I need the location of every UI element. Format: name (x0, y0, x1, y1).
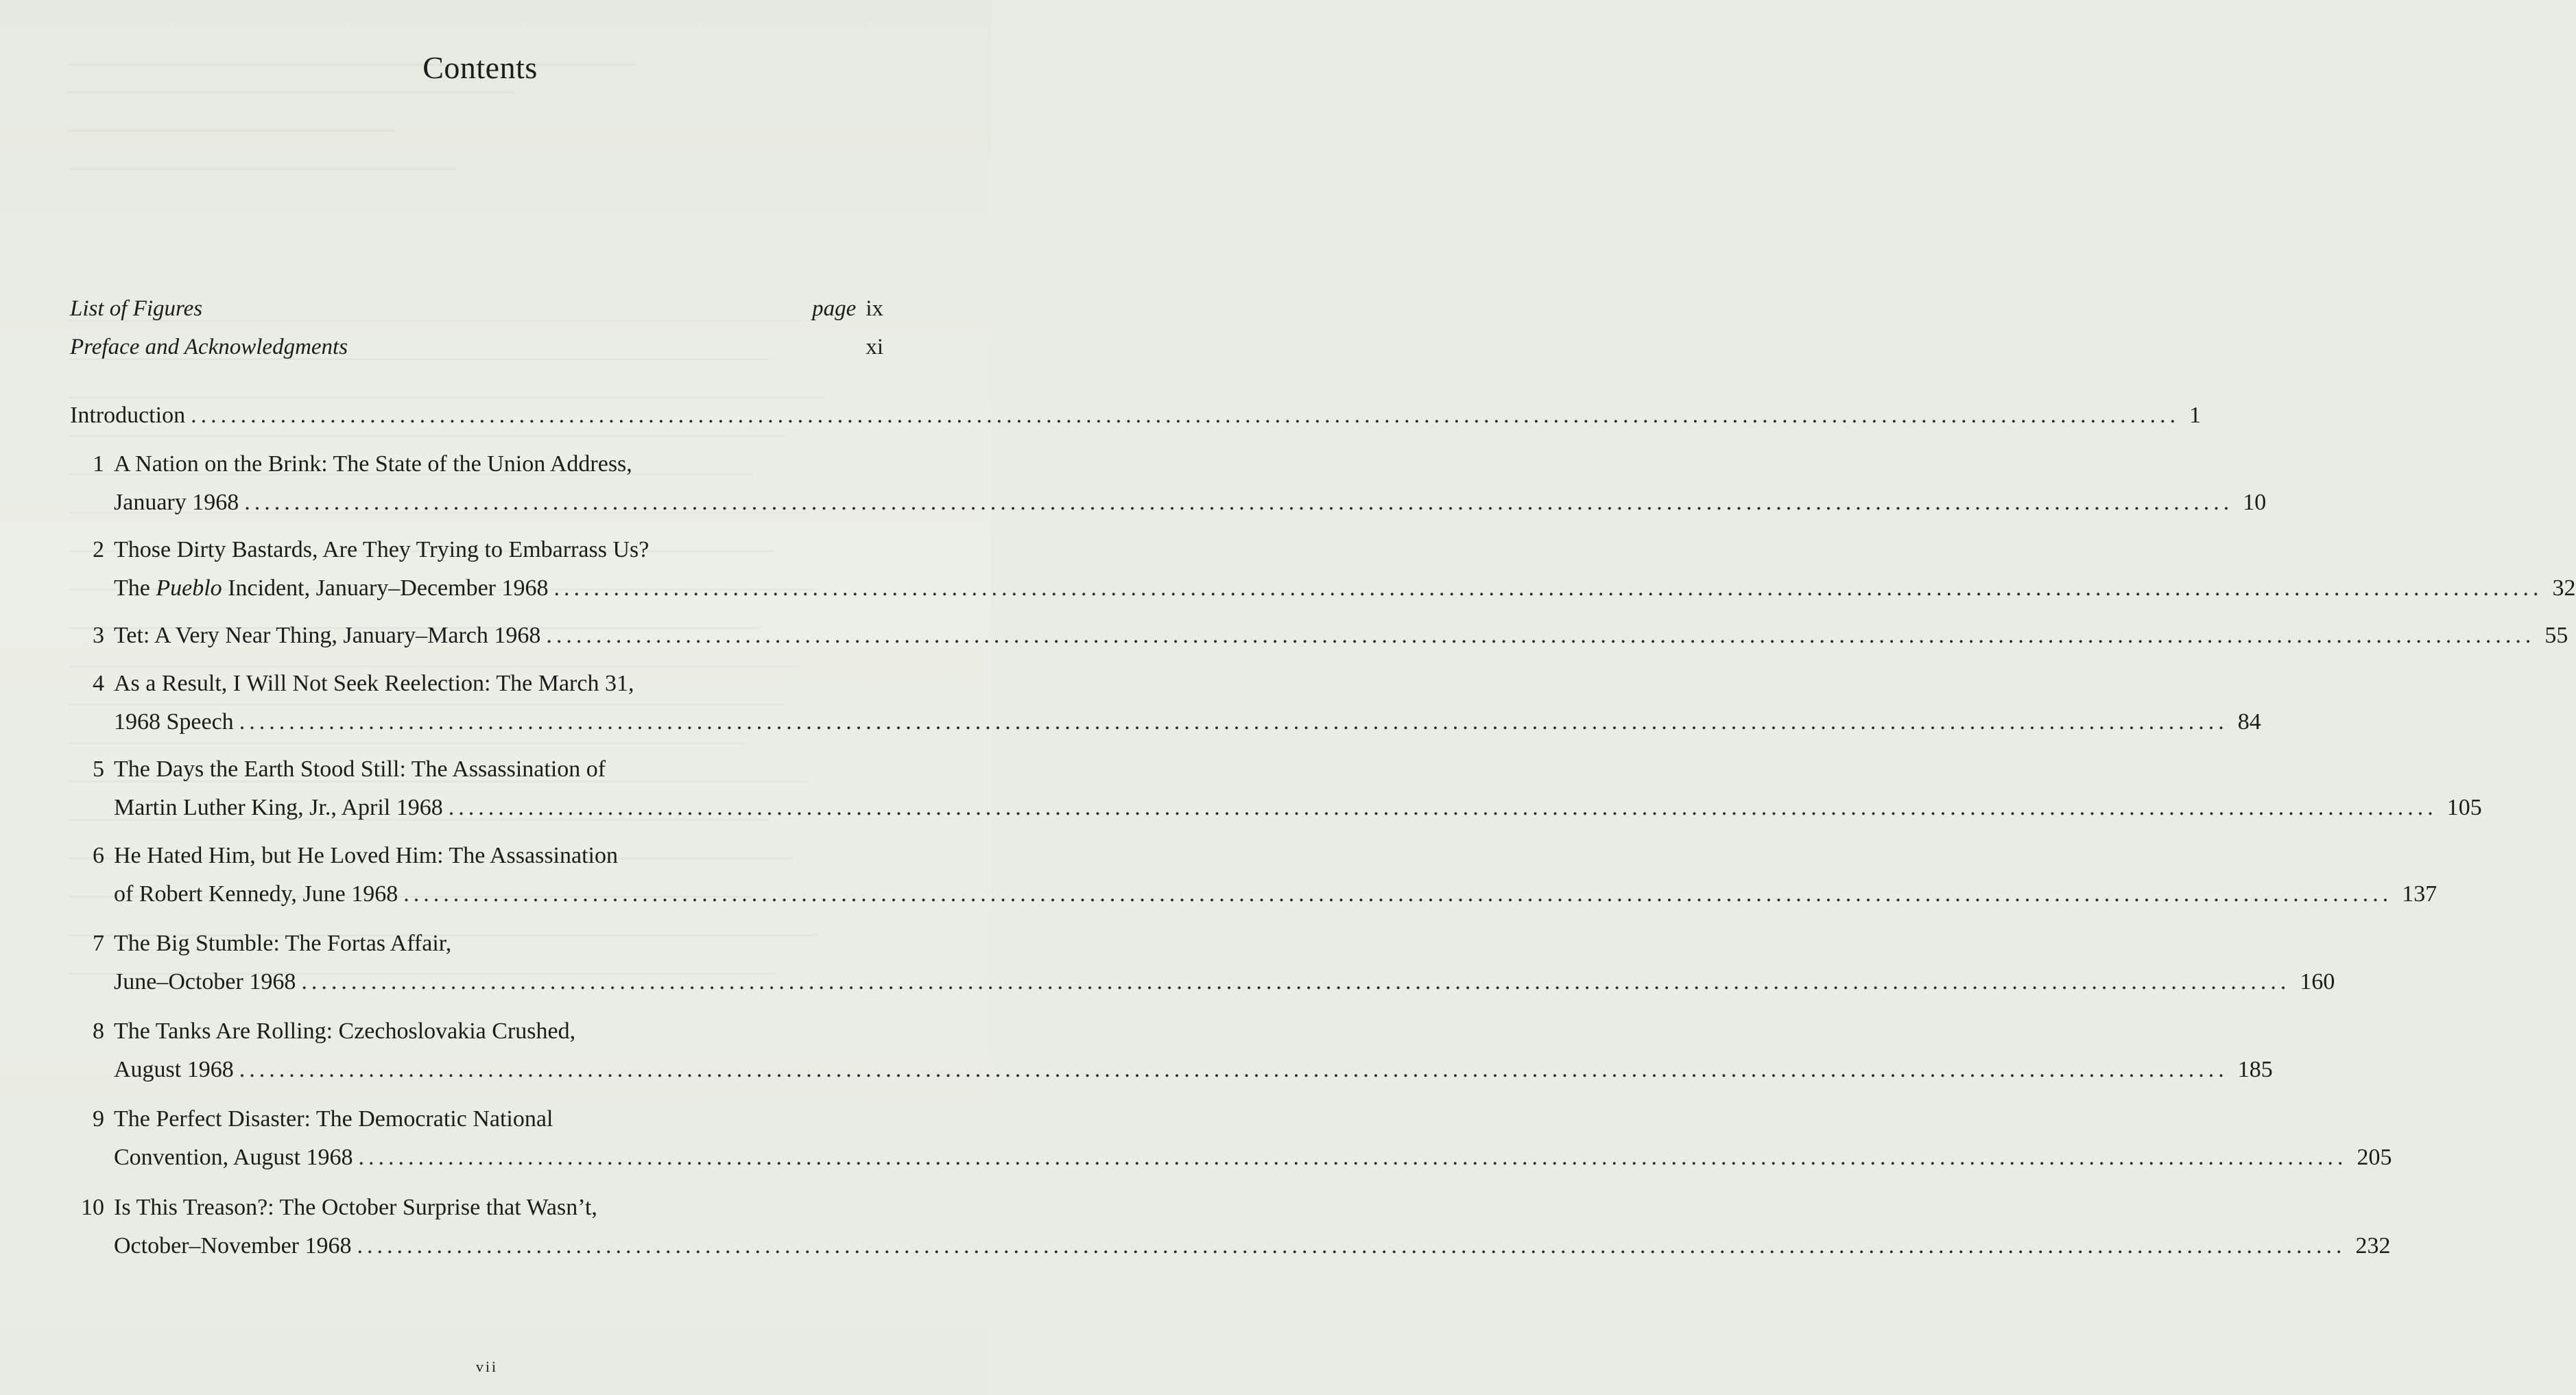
toc-entry-page (812, 296, 883, 322)
chapter-number: 7 (93, 931, 104, 956)
chapter-number: 2 (93, 537, 104, 562)
chapter-title-line-1: He Hated Him, but He Loved Him: The Assassination (114, 843, 618, 868)
chapter-title-line-2: Convention, August 1968 (114, 1145, 353, 1170)
page-number: 185 (2237, 1057, 2273, 1082)
leader-dots: ........................................................................................................................................................................................................ (546, 623, 2536, 648)
toc-entry-chapter-8[interactable] (69, 1018, 2273, 1095)
chapter-title-line-2: 1968 Speech (114, 709, 234, 735)
page-number: 10 (2243, 490, 2267, 515)
chapter-number: 4 (93, 671, 104, 696)
leader-dots: ........................................................................................................................................................................................................ (403, 881, 2393, 907)
toc-entry-chapter-1[interactable] (69, 451, 2267, 528)
chapter-title-line-1: The Perfect Disaster: The Democratic National (114, 1106, 553, 1132)
toc-entry-chapter-9[interactable] (69, 1106, 2392, 1183)
page-number: 232 (2355, 1233, 2391, 1259)
toc-entry-list-of-figures[interactable] (70, 296, 883, 335)
toc-entry-chapter-6[interactable] (69, 843, 2437, 920)
toc-entry-preface[interactable] (70, 335, 883, 373)
page-number: 160 (2300, 969, 2335, 994)
chapter-title-line-2: June–October 1968 (114, 969, 296, 994)
toc-entry-chapter-7[interactable] (69, 931, 2335, 1007)
leader-dots: ........................................................................................................................................................................................................ (239, 1057, 2228, 1082)
chapter-title-line-1: Is This Treason?: The October Surprise that Wasn’t, (114, 1195, 597, 1220)
toc-entry-introduction[interactable] (70, 403, 2202, 441)
chapter-number: 3 (93, 623, 104, 648)
leader-dots: ........................................................................................................................................................................................................ (244, 490, 2234, 515)
chapter-title-line-2: of Robert Kennedy, June 1968 (114, 881, 398, 907)
page-number: 1 (2189, 403, 2202, 428)
chapter-title-line-1: As a Result, I Will Not Seek Reelection: The March 31, (114, 671, 634, 696)
leader-dots: ........................................................................................................................................................................................................ (191, 403, 2180, 428)
page-number: 84 (2237, 709, 2261, 735)
chapter-title-line-2: October–November 1968 (114, 1233, 352, 1259)
leader-dots: ........................................................................................................................................................................................................ (358, 1145, 2348, 1170)
title-italic-text: Pueblo (156, 575, 222, 601)
chapter-title-line-1: Those Dirty Bastards, Are They Trying to Embarrass Us? (114, 537, 649, 562)
chapter-title-line-2: January 1968 (114, 490, 239, 515)
title-text: Incident, January–December 1968 (222, 575, 549, 601)
page-number: 137 (2402, 881, 2437, 907)
chapter-title-line-1: The Big Stumble: The Fortas Affair, (114, 931, 452, 956)
toc-entry-chapter-2[interactable] (69, 537, 2576, 614)
page-prefix: page (812, 296, 857, 321)
chapter-title-line-1: The Days the Earth Stood Still: The Assassination of (114, 756, 606, 782)
toc-entry-label: List of Figures (70, 296, 203, 321)
page-number: 32 (2552, 575, 2576, 601)
chapter-title-line-2: Martin Luther King, Jr., April 1968 (114, 795, 443, 820)
toc-entry-chapter-5[interactable] (69, 756, 2482, 833)
leader-dots: ........................................................................................................................................................................................................ (301, 969, 2291, 994)
page-number: 105 (2446, 795, 2482, 820)
toc-entry-chapter-10[interactable] (69, 1195, 2391, 1272)
title-text: The (114, 575, 156, 601)
leader-dots: ........................................................................................................................................................................................................ (357, 1233, 2346, 1259)
chapter-title-line-2: August 1968 (114, 1057, 234, 1082)
page-number: xi (866, 335, 883, 359)
chapter-title-line-2 (114, 575, 549, 601)
page-number: 205 (2357, 1145, 2392, 1170)
chapter-number: 8 (93, 1018, 104, 1044)
chapter-number: 6 (93, 843, 104, 868)
chapter-number: 9 (93, 1106, 104, 1132)
page-number: 55 (2544, 623, 2568, 648)
leader-dots: ........................................................................................................................................................................................................ (239, 709, 2228, 735)
leader-dots: ........................................................................................................................................................................................................ (448, 795, 2437, 820)
chapter-title-line-1: The Tanks Are Rolling: Czechoslovakia Crushed, (114, 1018, 576, 1044)
toc-entry-chapter-4[interactable] (69, 671, 2261, 748)
chapter-number: 5 (93, 756, 104, 782)
page-folio: vii (475, 1358, 499, 1375)
chapter-title-line-1: A Nation on the Brink: The State of the Union Address, (114, 451, 632, 477)
toc-entry-label: Introduction (70, 403, 186, 428)
toc-entry-label: Preface and Acknowledgments (70, 335, 348, 359)
chapter-number: 1 (93, 451, 104, 477)
leader-dots: ........................................................................................................................................................................................................ (553, 575, 2543, 601)
page-number: ix (866, 296, 883, 321)
page-title: Contents (422, 50, 538, 85)
chapter-title-line-1: Tet: A Very Near Thing, January–March 1968 (114, 623, 541, 648)
chapter-number: 10 (81, 1195, 104, 1220)
toc-entry-chapter-3[interactable] (69, 623, 2568, 661)
